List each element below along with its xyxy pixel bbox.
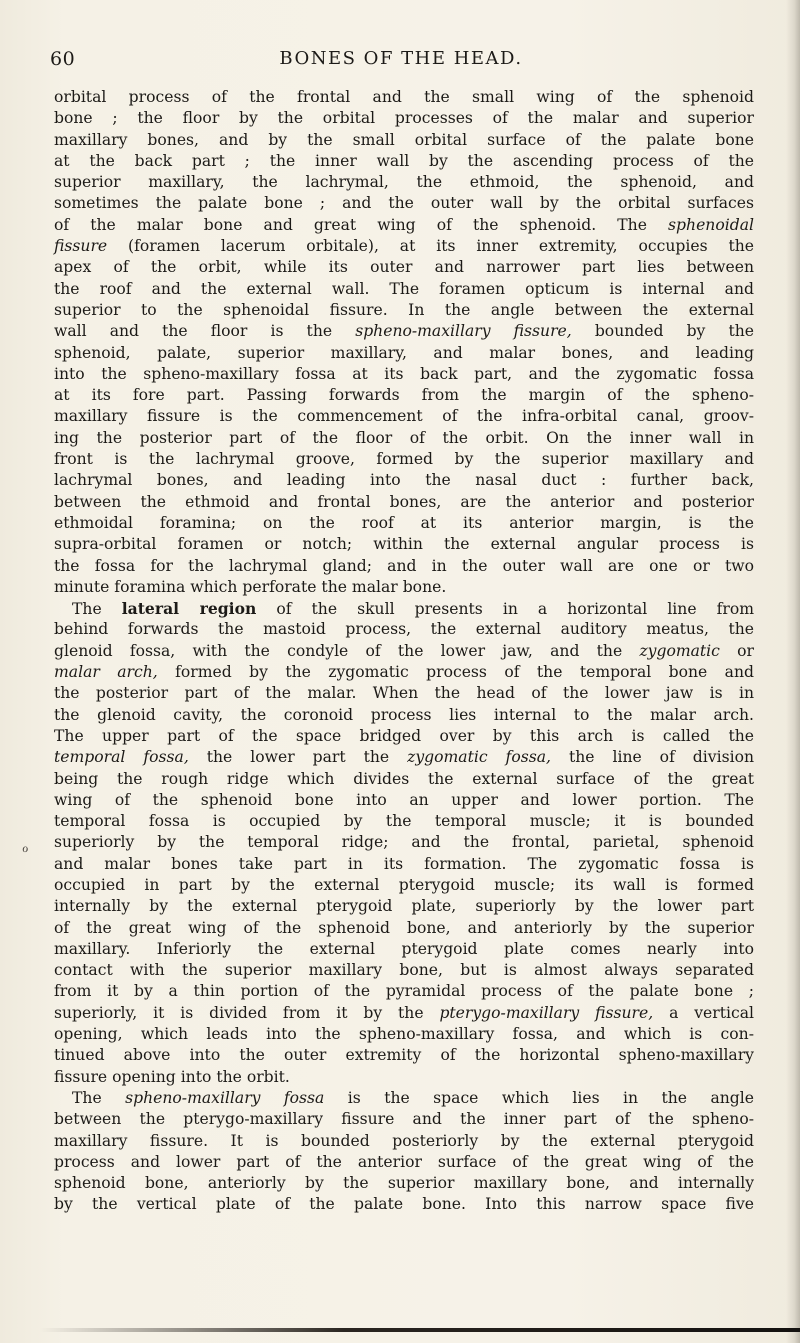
text-run: process and lower part of the anterior surface of the great wing of the xyxy=(54,1152,754,1171)
text-run: of the malar bone and great wing of the sphenoid. The xyxy=(54,215,669,234)
text-line xyxy=(54,151,754,172)
italic-term: spheno-maxillary fissure, xyxy=(355,322,572,341)
text-run: internally by the external pterygoid plate, superiorly by the lower part xyxy=(54,897,754,916)
text-run: maxillary. Inferiorly the external pterygoid plate comes nearly into xyxy=(54,939,754,958)
text-line xyxy=(54,683,754,704)
text-run: the posterior part of the malar. When the head of the lower jaw is in xyxy=(54,684,754,703)
text-run: sphenoid bone, anteriorly by the superior maxillary bone, and internally xyxy=(54,1174,754,1193)
text-line xyxy=(54,1194,754,1215)
text-run: bounded by the xyxy=(571,322,754,341)
text-line xyxy=(54,215,754,236)
text-line xyxy=(54,556,754,577)
text-line xyxy=(54,832,754,853)
text-line xyxy=(54,918,754,939)
text-run: the lower part the xyxy=(188,748,408,767)
text-run: fissure opening into the orbit. xyxy=(54,1067,290,1086)
text-run: opening, which leads into the spheno-maxillary fossa, and which is con- xyxy=(54,1025,754,1044)
text-run: between the ethmoid and frontal bones, are the anterior and posterior xyxy=(54,492,754,511)
italic-term: fissure xyxy=(54,237,108,256)
text-run: being the rough ridge which divides the external surface of the great xyxy=(54,769,754,788)
text-line xyxy=(54,641,754,662)
text-line xyxy=(54,662,754,683)
italic-term: sphenoidal xyxy=(668,215,754,234)
bottom-edge xyxy=(40,1328,800,1332)
italic-term: malar arch, xyxy=(54,663,158,682)
text-run: wall and the floor is the xyxy=(54,322,356,341)
text-line xyxy=(54,811,754,832)
text-line xyxy=(54,896,754,917)
text-line xyxy=(54,364,754,385)
text-run: superior to the sphenoidal fissure. In the angle between the external xyxy=(54,300,754,319)
text-line xyxy=(54,492,754,513)
text-line xyxy=(54,534,754,555)
text-line xyxy=(54,193,754,214)
text-line xyxy=(54,257,754,278)
text-line xyxy=(54,385,754,406)
text-run: by the vertical plate of the palate bone. Into this narrow space five xyxy=(54,1195,754,1214)
running-head: BONES OF THE HEAD. xyxy=(279,48,523,69)
page-number: 60 xyxy=(50,48,76,70)
text-line xyxy=(54,87,754,108)
text-run: formed by the zygomatic process of the temporal bone and xyxy=(157,663,754,682)
text-run: sometimes the palate bone ; and the outer wall by the orbital surfaces xyxy=(54,194,754,213)
text-run: wing of the sphenoid bone into an upper and lower portion. The xyxy=(54,790,754,809)
text-run: superior maxillary, the lachrymal, the ethmoid, the sphenoid, and xyxy=(54,173,754,192)
text-run: or xyxy=(719,641,754,660)
text-run: ing the posterior part of the floor of the orbit. On the inner wall in xyxy=(54,428,754,447)
text-line xyxy=(54,343,754,364)
text-line xyxy=(54,1024,754,1045)
text-run: at its fore part. Passing forwards from the margin of the spheno- xyxy=(54,386,754,405)
text-line xyxy=(54,1109,754,1130)
text-run: the roof and the external wall. The foramen opticum is internal and xyxy=(54,279,754,298)
text-line xyxy=(54,981,754,1002)
text-run: at the back part ; the inner wall by the ascending process of the xyxy=(54,151,754,170)
text-line xyxy=(54,1003,754,1024)
text-run: the glenoid cavity, the coronoid process lies internal to the malar arch. xyxy=(54,705,754,724)
text-line xyxy=(54,577,754,598)
text-run: supra-orbital foramen or notch; within the external angular process is xyxy=(54,535,754,554)
text-line xyxy=(54,619,754,640)
text-line xyxy=(54,236,754,257)
text-line xyxy=(54,598,754,619)
text-run: ethmoidal foramina; on the roof at its anterior margin, is the xyxy=(54,513,754,532)
text-line xyxy=(54,854,754,875)
text-line xyxy=(54,769,754,790)
italic-term: temporal fossa, xyxy=(54,748,189,767)
italic-term: zygomatic xyxy=(639,641,720,660)
text-run: contact with the superior maxillary bone, but is almost always separated xyxy=(54,961,754,980)
bold-term: lateral region xyxy=(121,599,257,619)
text-run: the line of division xyxy=(550,748,754,767)
text-run: maxillary fissure. It is bounded posteriorly by the external pterygoid xyxy=(54,1131,754,1150)
text-run: bone ; the floor by the orbital processes of the malar and superior xyxy=(54,109,754,128)
text-run: maxillary fissure is the commencement of the infra-orbital canal, groov- xyxy=(54,407,754,426)
text-run: from it by a thin portion of the pyramidal process of the palate bone ; xyxy=(54,982,754,1001)
text-run: and malar bones take part in its formation. The zygomatic fossa is xyxy=(54,854,754,873)
text-line xyxy=(54,108,754,129)
text-line xyxy=(54,172,754,193)
text-run: The upper part of the space bridged over by this arch is called the xyxy=(54,726,754,745)
text-line xyxy=(54,790,754,811)
body-text xyxy=(54,87,754,1216)
text-line xyxy=(54,321,754,342)
text-run: the fossa for the lachrymal gland; and in the outer wall are one or two xyxy=(54,556,754,575)
text-run: apex of the orbit, while its outer and narrower part lies between xyxy=(54,258,754,277)
page-edge-shadow xyxy=(786,0,800,1343)
text-line xyxy=(54,130,754,151)
text-line xyxy=(54,1131,754,1152)
text-line xyxy=(54,960,754,981)
text-run: sphenoid, palate, superior maxillary, and malar bones, and leading xyxy=(54,343,754,362)
text-line xyxy=(54,875,754,896)
text-run: glenoid fossa, with the condyle of the lower jaw, and the xyxy=(54,641,640,660)
text-line xyxy=(54,747,754,768)
text-run: is the space which lies in the angle xyxy=(324,1088,754,1107)
text-line xyxy=(54,1173,754,1194)
text-line xyxy=(54,406,754,427)
text-run: tinued above into the outer extremity of the horizontal spheno-maxillary xyxy=(54,1046,754,1065)
text-run: orbital process of the frontal and the small wing of the sphenoid xyxy=(54,88,754,106)
text-run: of the skull presents in a horizontal line from xyxy=(256,600,754,619)
text-line xyxy=(54,449,754,470)
text-line xyxy=(54,1152,754,1173)
text-run: of the great wing of the sphenoid bone, and anteriorly by the superior xyxy=(54,918,754,937)
page-header xyxy=(50,48,752,74)
text-run: occupied in part by the external pterygoid muscle; its wall is formed xyxy=(54,875,754,894)
text-run: superiorly by the temporal ridge; and the frontal, parietal, sphenoid xyxy=(54,833,754,852)
text-line xyxy=(54,513,754,534)
text-run: maxillary bones, and by the small orbital surface of the palate bone xyxy=(54,130,754,149)
text-line xyxy=(54,279,754,300)
text-run: lachrymal bones, and leading into the nasal duct : further back, xyxy=(54,471,754,490)
text-line xyxy=(54,726,754,747)
text-line xyxy=(54,939,754,960)
text-line xyxy=(54,705,754,726)
text-run: superiorly, it is divided from it by the xyxy=(54,1003,440,1022)
text-line xyxy=(54,1088,754,1109)
text-run: between the pterygo-maxillary fissure and the inner part of the spheno- xyxy=(54,1110,754,1129)
text-line xyxy=(54,470,754,491)
text-line xyxy=(54,1067,754,1088)
text-run: The xyxy=(72,600,122,619)
text-line xyxy=(54,428,754,449)
text-run: temporal fossa is occupied by the temporal muscle; it is bounded xyxy=(54,812,754,831)
text-line xyxy=(54,1045,754,1066)
text-run: behind forwards the mastoid process, the external auditory meatus, the xyxy=(54,620,754,639)
italic-term: zygomatic fossa, xyxy=(407,748,551,767)
text-run: minute foramina which perforate the malar bone. xyxy=(54,577,447,596)
text-run: a vertical xyxy=(653,1003,755,1022)
text-run: into the spheno-maxillary fossa at its back part, and the zygomatic fossa xyxy=(54,364,754,383)
text-run: front is the lachrymal groove, formed by the superior maxillary and xyxy=(54,450,754,469)
italic-term: pterygo-maxillary fissure, xyxy=(439,1003,654,1022)
italic-term: spheno-maxillary fossa xyxy=(125,1088,325,1107)
text-run: (foramen lacerum orbitale), at its inner extremity, occupies the xyxy=(107,237,754,256)
text-line xyxy=(54,300,754,321)
text-run: The xyxy=(72,1088,126,1107)
margin-mark: ℴ xyxy=(22,840,29,856)
